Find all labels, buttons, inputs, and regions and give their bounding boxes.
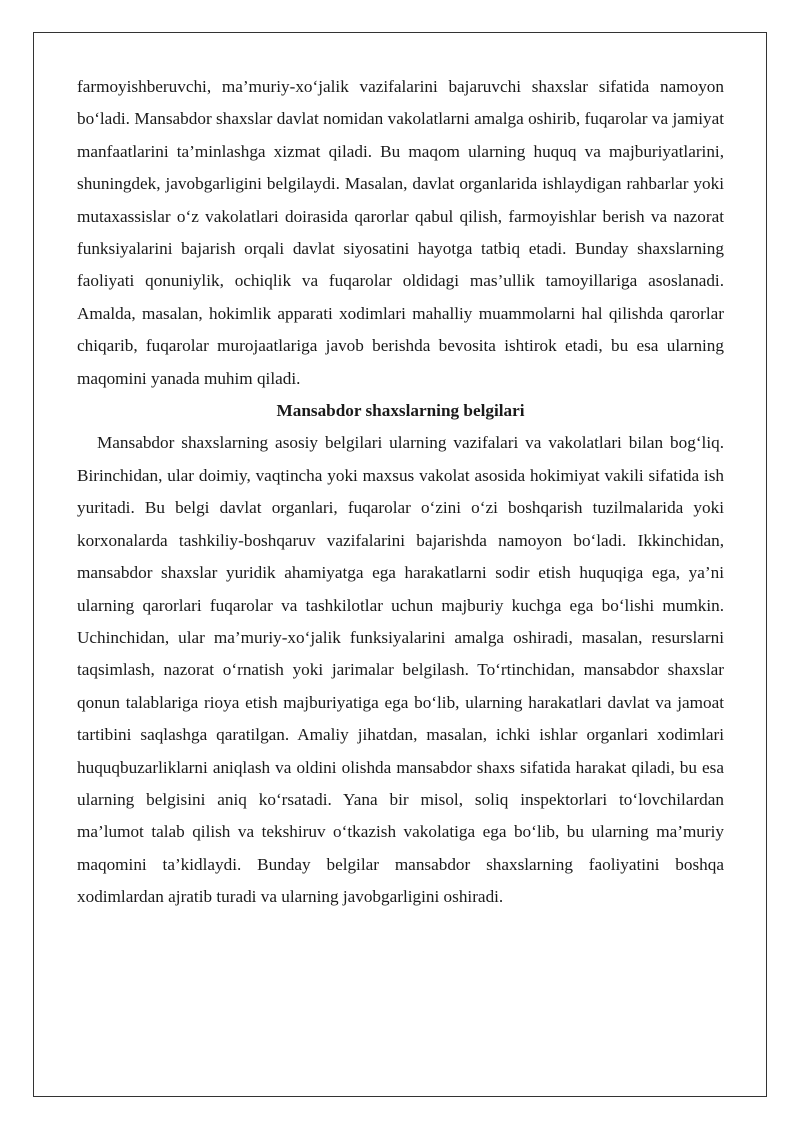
paragraph-features: Mansabdor shaxslarning asosiy belgilari ularning vazifalari va vakolatlari bilan bog‘liq. Birinchidan, ular doimiy, vaqtincha yoki maxsus vakolat asosida hokimiyat vakili sifatida ish yuritadi. Bu belgi davlat organlari, fuqarolar o‘zini o‘zi boshqarish tuzilmalarida yoki korxonalarda tashkiliy-boshqaruv vazifalarini bajarishda namoyon bo‘ladi. Ikkinchidan, mansabdor shaxslar yuridik ahamiyatga ega harakatlarni sodir etish huquqiga ega, ya’ni ularning qarorlari fuqarolar va tashkilotlar uchun majburiy kuchga ega bo‘lishi mumkin. Uchinchidan, ular ma’muriy-xo‘jalik funksiyalarini amalga oshiradi, masalan, resurslarni taqsimlash, nazorat o‘rnatish yoki jarimalar belgilash. To‘rtinchidan, mansabdor shaxslar qonun talablariga rioya etish majburiyatiga ega bo‘lib, ularning harakatlari davlat va jamoat tartibini saqlashga qaratilgan. Amaliy jihatdan, masalan, ichki ishlar organlari xodimlari huquqbuzarliklarni aniqlash va oldini olishda mansabdor shaxs sifatida harakat qiladi, bu esa ularning belgisini aniq ko‘rsatadi. Yana bir misol, soliq inspektorlari to‘lovchilardan ma’lumot talab qilish va tekshiruv o‘tkazish vakolatiga ega bo‘lib, bu ularning ma’muriy maqomini ta’kidlaydi. Bunday belgilar mansabdor shaxslarning faoliyatini boshqa xodimlardan ajratib turadi va ularning javobgarligini oshiradi. (77, 433, 724, 907)
document-body (77, 71, 724, 914)
paragraph-intro: farmoyishberuvchi, ma’muriy-xo‘jalik vazifalarini bajaruvchi shaxslar sifatida namoyon bo‘ladi. Mansabdor shaxslar davlat nomidan vakolatlarni amalga oshirib, fuqarolar va jamiyat manfaatlarini ta’minlashga xizmat qiladi. Bu maqom ularning huquq va majburiyatlarini, shuningdek, javobgarligini belgilaydi. Masalan, davlat organlarida ishlaydigan rahbarlar yoki mutaxassislar o‘z vakolatlari doirasida qarorlar qabul qilish, farmoyishlar berish va nazorat funksiyalarini bajarish orqali davlat siyosatini hayotga tatbiq etadi. Bunday shaxslarning faoliyati qonuniylik, ochiqlik va fuqarolar oldidagi mas’ullik tamoyillariga asoslanadi. Amalda, masalan, hokimlik apparati xodimlari mahalliy muammolarni hal qilishda qarorlar chiqarib, fuqarolar murojaatlariga javob berishda bevosita ishtirok etadi, bu esa ularning maqomini yanada muhim qiladi. (77, 77, 724, 388)
section-heading: Mansabdor shaxslarning belgilari (276, 401, 525, 421)
